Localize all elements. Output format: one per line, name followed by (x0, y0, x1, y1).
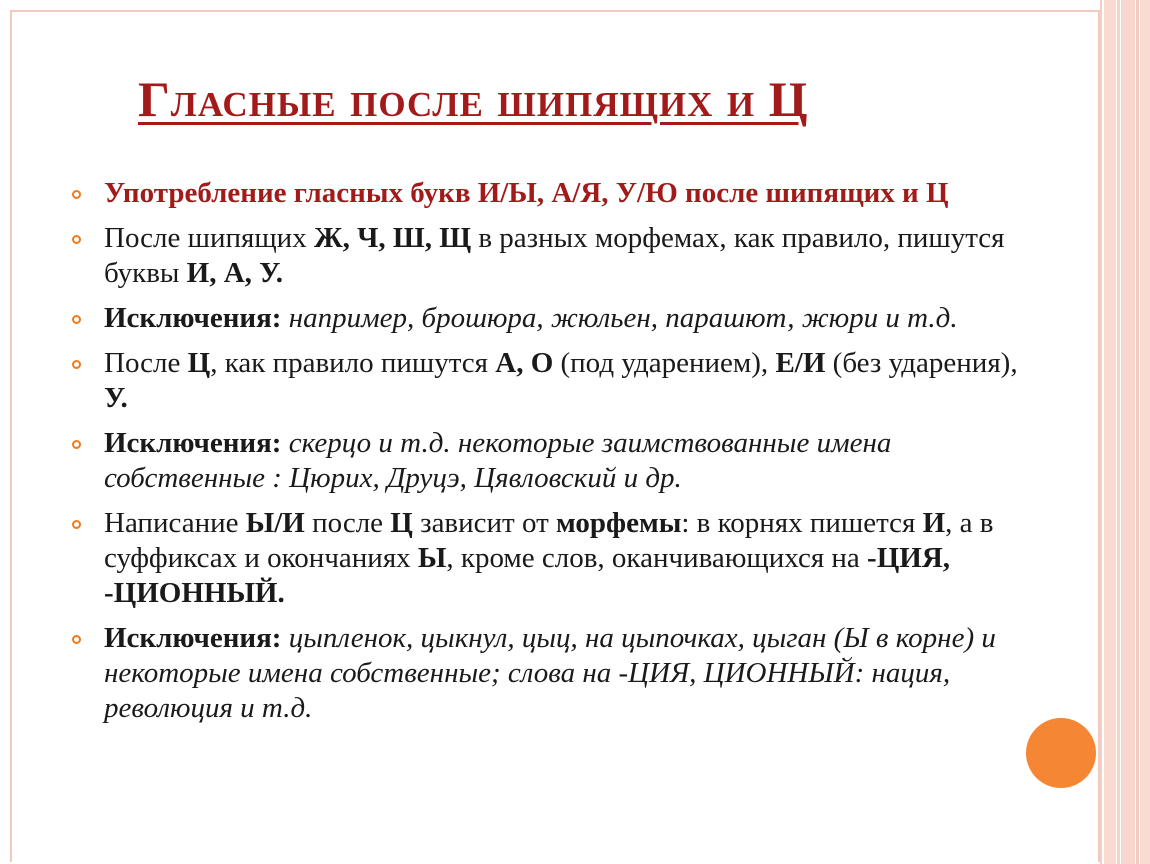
bold-text: Е/И (775, 347, 826, 379)
exceptions-text: цыпленок, цыкнул, цыц, на цыпочках, цыган (Ы в корне) и некоторые имена собственные; слова на -ЦИЯ, ЦИОННЫЙ: нация, революция и т.д. (104, 622, 996, 724)
stripe (1104, 0, 1116, 864)
bold-text: У. (104, 382, 128, 414)
text: , а в суффиксах и окончаниях (104, 507, 994, 574)
text: после (304, 507, 391, 539)
text: в разных морфемах, как правило, пишутся буквы (104, 222, 1005, 289)
orange-ring-bullet-icon (72, 235, 81, 244)
bold-text: Ц (187, 347, 211, 379)
stripe (1100, 0, 1102, 864)
slide-title: Гласные после шипящих и Ц (138, 71, 809, 127)
list-item (72, 506, 1032, 611)
bold-text: Ы (417, 542, 447, 574)
stripe (1140, 0, 1150, 864)
orange-ring-bullet-icon (72, 635, 81, 644)
orange-ring-bullet-icon (72, 315, 81, 324)
bold-text: морфемы (556, 507, 682, 539)
decorative-stripes (1100, 0, 1150, 864)
list-item (72, 621, 1032, 726)
orange-ring-bullet-icon (72, 440, 81, 449)
bold-text: А, О (495, 347, 554, 379)
stripe (1121, 0, 1135, 864)
list-item (72, 301, 1032, 336)
bold-text: И (922, 507, 946, 539)
stripe (1136, 0, 1139, 864)
bold-text: Ы/И (245, 507, 305, 539)
stripe (1117, 0, 1120, 864)
section-heading: Употребление гласных букв И/Ы, А/Я, У/Ю после шипящих и Ц (104, 177, 949, 209)
text: зависит от (412, 507, 557, 539)
text: Написание (104, 507, 246, 539)
bold-text: -ЦИЯ, -ЦИОННЫЙ. (104, 542, 951, 609)
orange-circle-decoration (1026, 718, 1096, 788)
text: (без ударения), (825, 347, 1018, 379)
exceptions-text: скерцо и т.д. некоторые заимствованные имена собственные : Цюрих, Друцэ, Цявловский и др. (104, 427, 892, 494)
text: После шипящих (104, 222, 314, 254)
list-item (72, 426, 1032, 496)
exceptions-text: например, брошюра, жюльен, парашют, жюри и т.д. (281, 302, 958, 334)
list-item (72, 176, 1032, 211)
list-item (72, 221, 1032, 291)
text: После (104, 347, 188, 379)
exceptions-label: Исключения: (104, 622, 282, 654)
text: , как правило пишутся (210, 347, 496, 379)
orange-ring-bullet-icon (72, 520, 81, 529)
exceptions-label: Исключения: (104, 427, 282, 459)
orange-ring-bullet-icon (72, 190, 81, 199)
bold-text: Ж, Ч, Ш, Щ (313, 222, 472, 254)
text: (под ударением), (553, 347, 776, 379)
bullet-list (72, 176, 1032, 736)
exceptions-label: Исключения: (104, 302, 282, 334)
orange-ring-bullet-icon (72, 360, 81, 369)
bold-text: Ц (390, 507, 413, 539)
list-item (72, 346, 1032, 416)
text: : в корнях пишется (681, 507, 923, 539)
bold-text: И, А, У. (186, 257, 283, 289)
text: , кроме слов, оканчивающихся на (446, 542, 868, 574)
